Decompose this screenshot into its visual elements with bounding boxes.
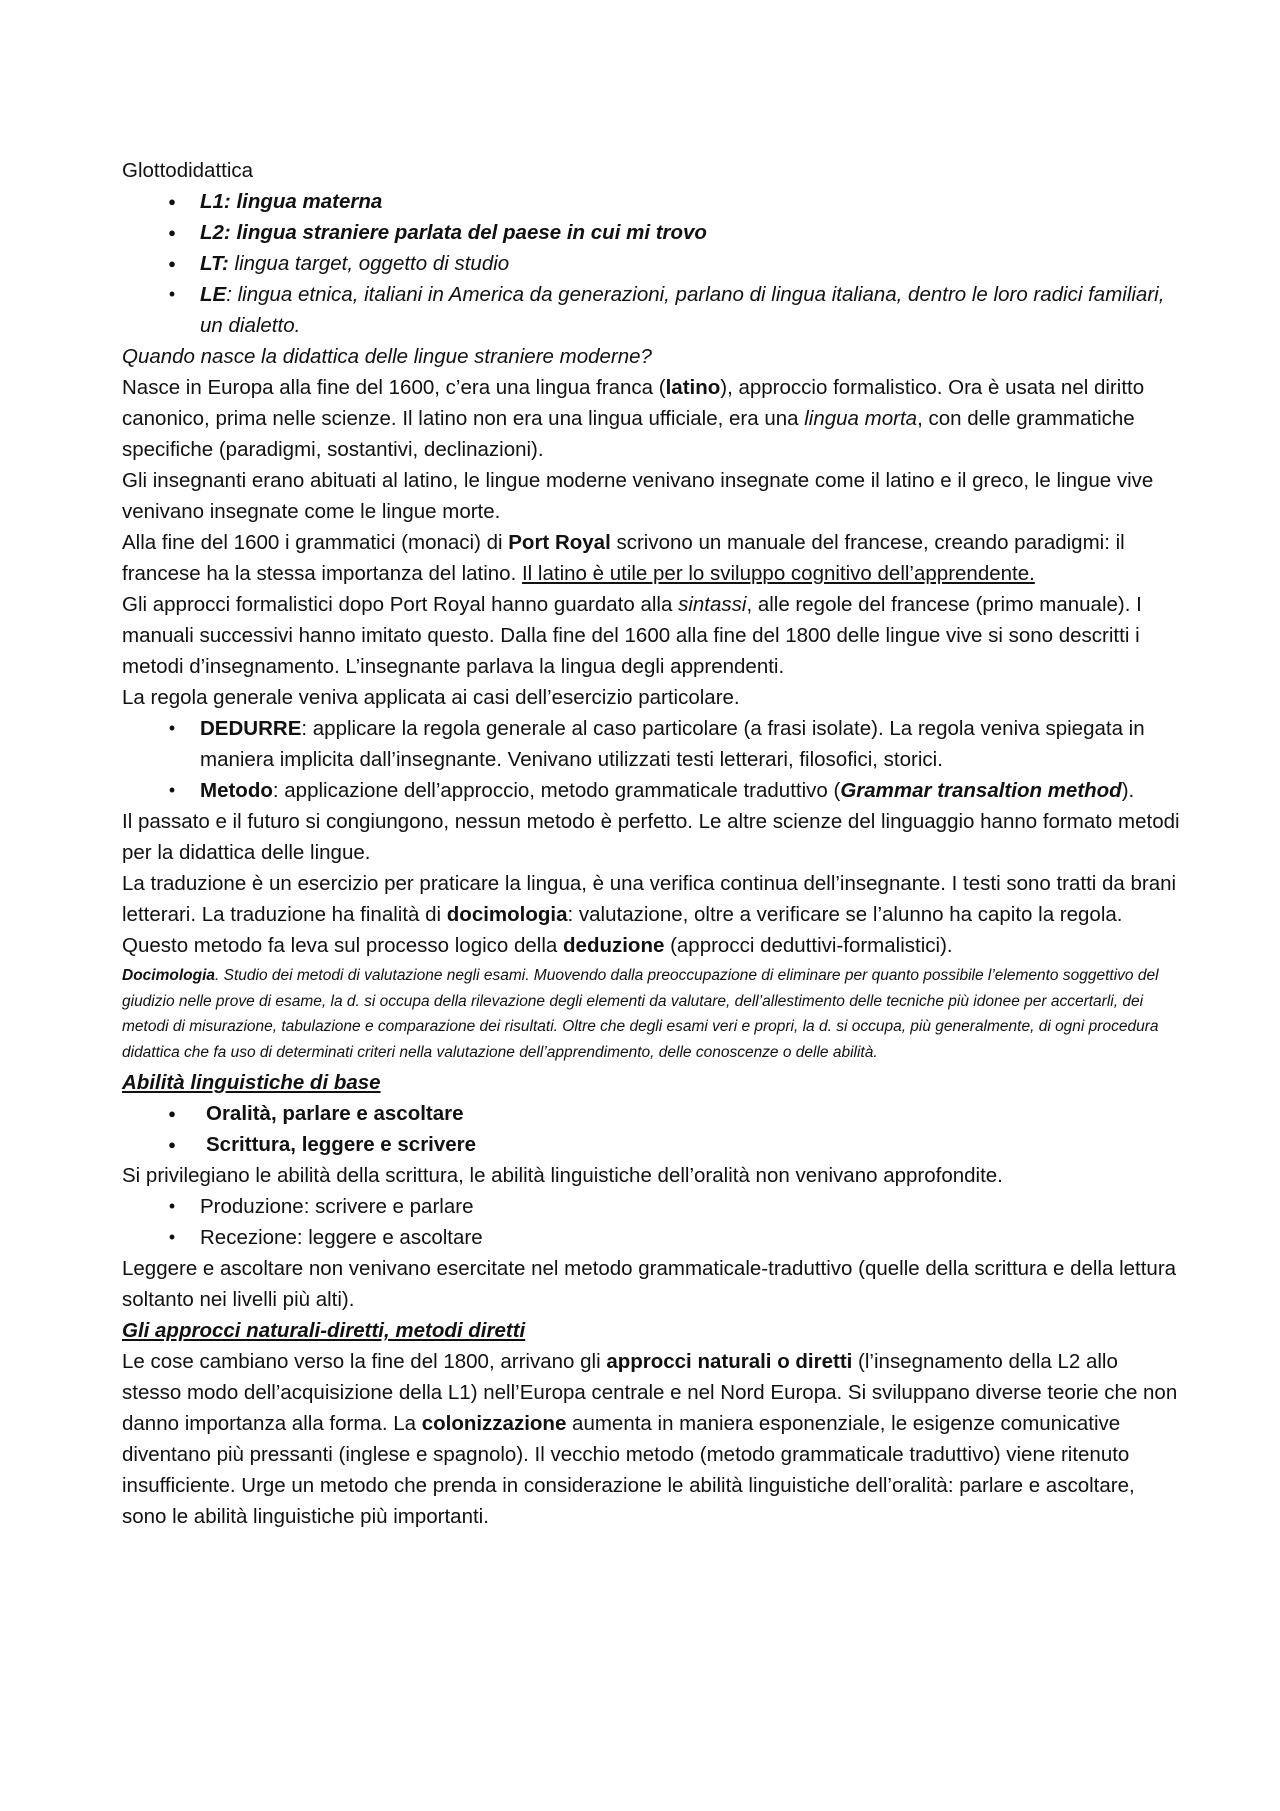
list-item [168, 217, 1182, 248]
bullet-icon: ● [168, 225, 176, 240]
term-lt: LT: [200, 252, 229, 275]
skills-list [122, 1098, 1182, 1160]
skills-type-list [122, 1191, 1182, 1253]
paragraph: Si privilegiano le abilità della scrittura, le abilità linguistiche dell’oralità non venivano approfondite. [122, 1164, 1003, 1187]
list-text: Oralità, parlare e ascoltare [206, 1102, 464, 1125]
paragraph: Gli insegnanti erano abituati al latino, le lingue moderne venivano insegnate come il latino e il greco, le lingue vive venivano insegnate come le lingue morte. [122, 469, 1154, 523]
text-run: , alle regole del francese (primo manuale). I manuali successivi hanno imitato questo. Dalla fine del 1600 alla fine del 1800 delle lingue vive si sono descritti i metodi d’insegnamento. L’insegnante parlava la lingua degli apprendenti. [122, 593, 1142, 678]
section-heading: Gli approcci naturali-diretti, metodi diretti [122, 1319, 526, 1342]
list-text: : applicare la regola generale al caso particolare (a frasi isolate). La regola veniva spiegata in maniera implicita dall’insegnante. Venivano utilizzati testi letterari, filosofici, storici. [200, 717, 1145, 771]
paragraph [122, 1346, 1182, 1532]
question-heading: Quando nasce la didattica delle lingue straniere moderne? [122, 345, 652, 368]
text-run-underlined: Il latino è utile per lo sviluppo cognitivo dell’apprendente. [521, 562, 1035, 585]
text-run-bold: Port Royal [508, 531, 611, 554]
text-run: : valutazione, oltre a verificare se l’alunno ha capito la regola. Questo metodo fa leva sul processo logico della [122, 903, 1123, 957]
text-run-bold: docimologia [446, 903, 568, 926]
list-term: Metodo [200, 779, 273, 802]
text-run: La traduzione è un esercizio per praticare la lingua, è una verifica continua dell’insegnante. I testi sono tratti da brani letterari. La traduzione ha finalità di [122, 872, 1177, 926]
paragraph: Leggere e ascoltare non venivano esercitate nel metodo grammaticale-traduttivo (quelle della scrittura e della lettura soltanto nei livelli più alti). [122, 1257, 1177, 1311]
text-run-italic: lingua morta [804, 407, 918, 430]
list-item [168, 279, 1182, 341]
list-text: ). [1121, 779, 1135, 802]
text-run: Le cose cambiano verso la fine del 1800, arrivano gli [122, 1350, 607, 1373]
list-item [168, 713, 1182, 775]
bullet-icon: • [168, 780, 176, 800]
text-run: ), approccio formalistico. Ora è usata nel diritto canonico, prima nelle scienze. Il latino non era una lingua ufficiale, era una [122, 376, 1145, 430]
term-description: lingua target, oggetto di studio [228, 252, 510, 275]
text-run: (l’insegnamento della L2 allo stesso modo dell’acquisizione della L1) nell’Europa centrale e nel Nord Europa. Si sviluppano diverse teorie che non danno importanza alla forma. La [122, 1350, 1178, 1435]
list-text: Recezione: leggere e ascoltare [200, 1226, 483, 1249]
text-run: Gli approcci formalistici dopo Port Royal hanno guardato alla [122, 593, 679, 616]
list-item [168, 1129, 1182, 1160]
bullet-icon: ● [168, 1137, 176, 1152]
text-run: scrivono un manuale del francese, creando paradigmi: il francese ha la stessa importanza del latino. [122, 531, 1125, 585]
list-item [168, 186, 1182, 217]
list-item [168, 1222, 1182, 1253]
text-run-bold: colonizzazione [421, 1412, 567, 1435]
document-page [122, 155, 1182, 1532]
paragraph [122, 589, 1182, 682]
bullet-icon: ● [168, 256, 176, 271]
terminology-list [122, 186, 1182, 341]
text-run-bold: latino [665, 376, 721, 399]
text-run-italic: sintassi [678, 593, 747, 616]
text-run-bold: approcci naturali o diretti [606, 1350, 853, 1373]
text-run-bold: deduzione [563, 934, 665, 957]
list-item [168, 1098, 1182, 1129]
paragraph [122, 868, 1182, 961]
list-emphasis: Grammar transaltion method [840, 779, 1122, 802]
bullet-icon: ● [168, 194, 176, 209]
paragraph [122, 372, 1182, 465]
paragraph: Il passato e il futuro si congiungono, nessun metodo è perfetto. Le altre scienze del linguaggio hanno formato metodi per la didattica delle lingue. [122, 810, 1180, 864]
term-l2: L2: lingua straniere parlata del paese in cui mi trovo [200, 221, 707, 244]
term-le: LE [200, 283, 227, 306]
bullet-icon: ● [168, 1106, 176, 1121]
definition-term: Docimologia [122, 967, 216, 984]
list-text: : applicazione dell’approccio, metodo grammaticale traduttivo ( [272, 779, 841, 802]
list-term: DEDURRE [200, 717, 302, 740]
term-l1: L1: lingua materna [200, 190, 383, 213]
bullet-icon: • [168, 1196, 176, 1216]
definition-text: . Studio dei metodi di valutazione negli esami. Muovendo dalla preoccupazione di eliminare per quanto possibile l’elemento soggettivo del giudizio nelle prove di esame, la d. si occupa della rilevazione degli elementi da valutare, dell’allestimento delle tecniche più idonee per accertarli, dei metodi di misurazione, tabulazione e comparazione dei risultati. Oltre che degli esami veri e propri, la d. si occupa, più generalmente, di ogni procedura didattica che fa uso di determinati criteri nella valutazione dell’apprendimento, delle conoscenze o delle abilità. [122, 967, 1159, 1061]
paragraph [122, 527, 1182, 589]
paragraph: La regola generale veniva applicata ai casi dell’esercizio particolare. [122, 686, 740, 709]
list-item [168, 248, 1182, 279]
list-item [168, 1191, 1182, 1222]
bullet-icon: • [168, 1227, 176, 1247]
list-item [168, 775, 1182, 806]
document-title: Glottodidattica [122, 159, 254, 182]
list-text: Scrittura, leggere e scrivere [206, 1133, 477, 1156]
bullet-icon: • [168, 718, 176, 738]
text-run: , con delle grammatiche specifiche (paradigmi, sostantivi, declinazioni). [122, 407, 1135, 461]
list-text: Produzione: scrivere e parlare [200, 1195, 474, 1218]
method-list [122, 713, 1182, 806]
text-run: Alla fine del 1600 i grammatici (monaci) di [122, 531, 509, 554]
term-description: : lingua etnica, italiani in America da generazioni, parlano di lingua italiana, dentro le loro radici familiari, un dialetto. [200, 283, 1165, 337]
text-run: Nasce in Europa alla fine del 1600, c’era una lingua franca ( [122, 376, 666, 399]
text-run: (approcci deduttivi-formalistici). [664, 934, 953, 957]
section-heading: Abilità linguistiche di base [122, 1071, 381, 1094]
definition-note [122, 961, 1182, 1067]
text-run: aumenta in maniera esponenziale, le esigenze comunicative diventano più pressanti (inglese e spagnolo). Il vecchio metodo (metodo grammaticale traduttivo) viene ritenuto insufficiente. Urge un metodo che prenda in considerazione le abilità linguistiche dell’oralità: parlare e ascoltare, sono le abilità linguistiche più importanti. [122, 1412, 1135, 1528]
bullet-icon: • [168, 284, 176, 304]
